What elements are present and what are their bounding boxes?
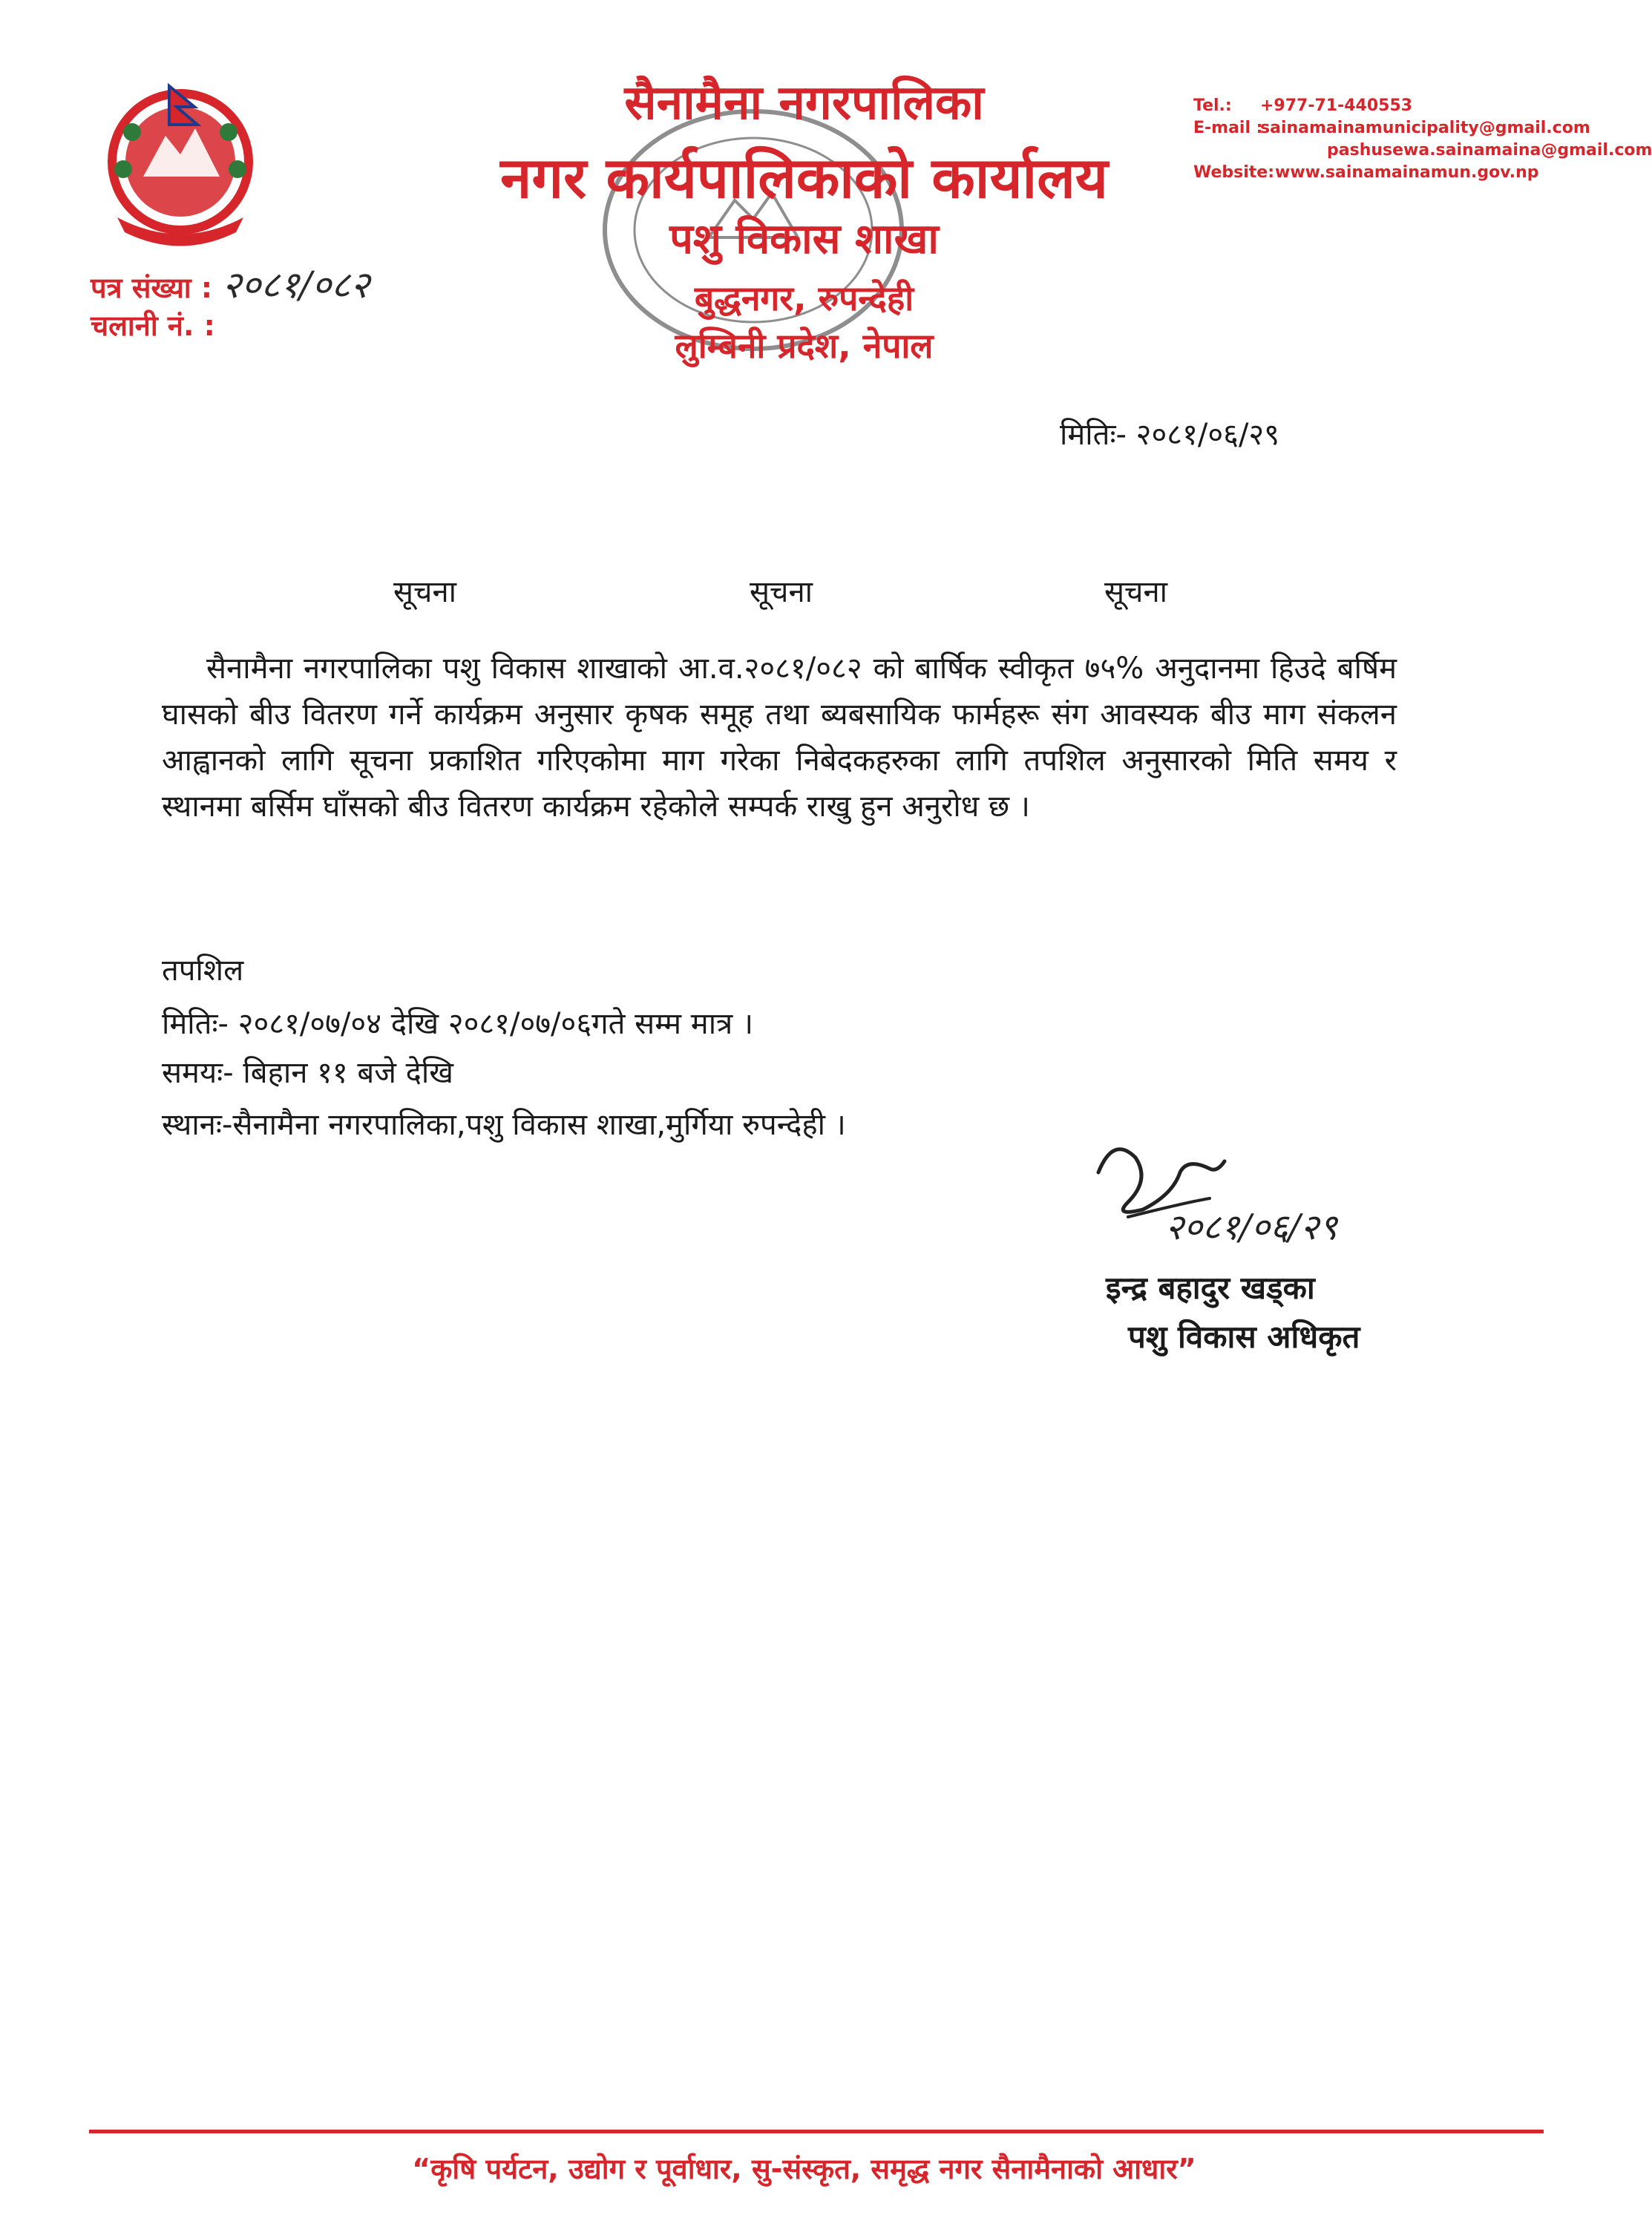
- website-value[interactable]: www.sainamainamun.gov.np: [1275, 163, 1539, 182]
- letter-number: [91, 258, 370, 309]
- signatory-name: इन्द्र बहादुर खड्का: [1106, 1270, 1315, 1306]
- office-name: नगर कार्यपालिकाको कार्यालय: [500, 145, 1108, 211]
- municipality-name: सैनामैना नगरपालिका: [624, 76, 984, 131]
- details-time: समयः- बिहान ११ बजे देखि: [162, 1056, 453, 1090]
- branch-name: पशु विकास शाखा: [669, 215, 939, 263]
- email-indent: [1193, 140, 1327, 162]
- notice-body: सैनामैना नगरपालिका पशु विकास शाखाको आ.व.२०८१/०८२ को बार्षिक स्वीकृत ७५% अनुदानमा हिउदे बर्षिम घासको बीउ वितरण गर्ने कार्यक्रम अनुसार कृषक समूह तथा ब्यबसायिक फार्महरू संग आवस्यक बीउ माग संकलन आह्वानको लागि सूचना प्रकाशित गरिएकोमा माग गरेका निबेदकहरुका लागि तपशिल अनुसारको मिति समय र स्थानमा बर्सिम घाँसको बीउ वितरण कार्यक्रम रहेकोले सम्पर्क राखु हुन अनुरोध छ ।: [162, 652, 1397, 824]
- notice-heading-3: सूचना: [1104, 575, 1167, 609]
- contact-tel-row: [1193, 95, 1652, 117]
- letter-number-label: पत्र संख्या :: [91, 272, 213, 304]
- footer-divider: [89, 2130, 1544, 2133]
- address-province: लुम्बिनी प्रदेश, नेपाल: [675, 326, 934, 366]
- email-label: E-mail :: [1193, 119, 1263, 137]
- signatory-title: पशु विकास अधिकृत: [1128, 1319, 1360, 1355]
- notice-heading-2: सूचना: [750, 575, 813, 609]
- letter-date: मितिः- २०८१/०६/२९: [1060, 418, 1280, 452]
- contact-email-row-2: [1193, 140, 1652, 162]
- details-place: स्थानः-सैनामैना नगरपालिका,पशु विकास शाखा,मुर्गिया रुपन्देही ।: [162, 1108, 846, 1142]
- tel-value: +977-71-440553: [1260, 96, 1413, 115]
- details-heading: तपशिल: [162, 954, 244, 988]
- notice-heading-1: सूचना: [393, 575, 456, 609]
- address-city: बुद्धनगर, रुपन्देही: [694, 278, 914, 318]
- handwritten-signature: [1084, 1128, 1380, 1269]
- contact-email-row: [1193, 117, 1652, 140]
- email-value-2[interactable]: pashusewa.sainamaina@gmail.com: [1327, 141, 1652, 160]
- tel-label: Tel.:: [1193, 96, 1232, 115]
- email-value-1[interactable]: sainamainamunicipality@gmail.com: [1260, 119, 1590, 137]
- signature-date: २०८१/०६/२९: [1165, 1207, 1338, 1248]
- dispatch-number: [91, 306, 215, 344]
- contact-block: [1193, 95, 1652, 184]
- details-date: मितिः- २०८१/०७/०४ देखि २०८१/०७/०६गते सम्म मात्र ।: [162, 1007, 754, 1041]
- website-label: Website:: [1193, 163, 1275, 182]
- letter-number-value: २०८१/०८२: [222, 263, 370, 306]
- footer-slogan: “कृषि पर्यटन, उद्योग र पूर्वाधार, सु-संस्कृत, समृद्ध नगर सैनामैनाको आधार”: [412, 2153, 1196, 2185]
- dispatch-number-label: चलानी नं. :: [91, 309, 215, 342]
- contact-website-row: [1193, 162, 1652, 184]
